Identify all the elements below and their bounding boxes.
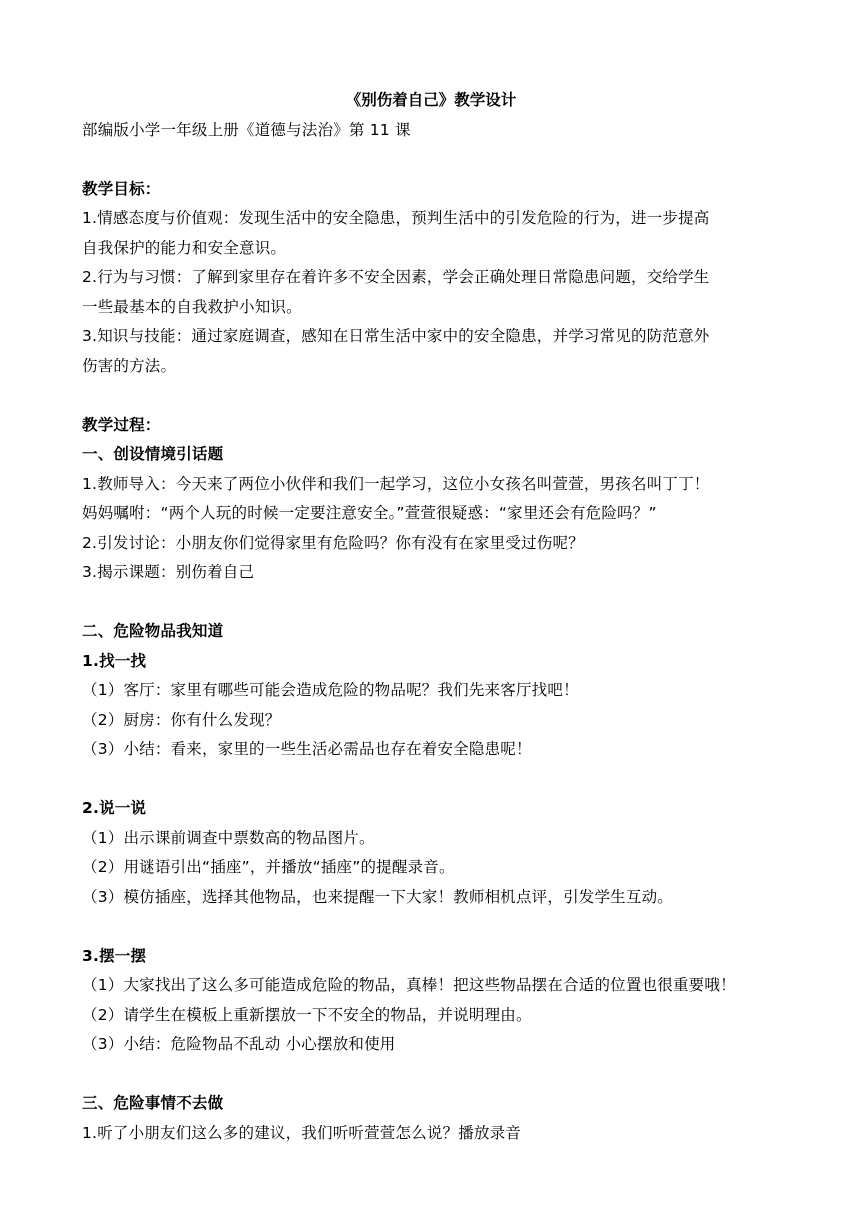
find-line: （3）小结：看来，家里的一些生活必需品也存在着安全隐患呢！	[82, 740, 532, 758]
place-heading: 3.摆一摆	[82, 946, 147, 965]
say-heading: 2.说一说	[82, 799, 147, 817]
goal-line: 3.知识与技能：通过家庭调查，感知在日常生活中家中的安全隐患，并学习常见的防范意外	[82, 327, 710, 345]
say-line: （3）模仿插座，选择其他物品，也来提醒一下大家！教师相机点评，引发学生互动。	[82, 887, 673, 906]
section1-line: 2.引发讨论：小朋友你们觉得家里有危险吗？你有没有在家里受过伤呢？	[82, 533, 584, 552]
place-line: （2）请学生在模板上重新摆放一下不安全的物品，并说明理由。	[82, 1005, 532, 1024]
section3-line: 1.听了小朋友们这么多的建议，我们听听萱萱怎么说？播放录音	[82, 1123, 522, 1142]
process-heading: 教学过程：	[82, 415, 161, 434]
section3-heading: 三、危险事情不去做	[82, 1094, 224, 1112]
section1-line: 3.揭示课题：别伤着自己	[82, 563, 255, 581]
spacer	[82, 145, 780, 175]
spacer	[82, 381, 780, 411]
section1-line: 妈妈嘱咐：“两个人玩的时候一定要注意安全。”萱萱很疑惑：“家里还会有危险吗？”	[82, 504, 657, 522]
goals-heading: 教学目标：	[82, 179, 161, 198]
document-subtitle: 部编版小学一年级上册《道德与法治》第 11 课	[82, 120, 411, 139]
goal-line: 一些最基本的自我救护小知识。	[82, 297, 302, 316]
place-line: （3）小结：危险物品不乱动 小心摆放和使用	[82, 1035, 396, 1053]
place-line: （1）大家找出了这么多可能造成危险的物品，真棒！把这些物品摆在合适的位置也很重要哦！	[82, 976, 736, 994]
spacer	[82, 912, 780, 942]
find-line: （1）客厅：家里有哪些可能会造成危险的物品呢？我们先来客厅找吧！	[82, 681, 579, 699]
find-heading: 1.找一找	[82, 651, 147, 670]
document-title: 《别伤着自己》教学设计	[345, 91, 517, 109]
section1-heading: 一、创设情境引话题	[82, 445, 224, 463]
goal-line: 2.行为与习惯：了解到家里存在着许多不安全因素，学会正确处理日常隐患问题，交给学生	[82, 268, 710, 286]
spacer	[82, 1060, 780, 1090]
say-line: （2）用谜语引出“插座”，并播放“插座”的提醒录音。	[82, 858, 455, 876]
goal-line: 1.情感态度与价值观：发现生活中的安全隐患，预判生活中的引发危险的行为，进一步提高	[82, 209, 710, 227]
say-line: （1）出示课前调查中票数高的物品图片。	[82, 828, 375, 847]
spacer	[82, 588, 780, 618]
section2-heading: 二、危险物品我知道	[82, 622, 224, 640]
goal-line: 伤害的方法。	[82, 356, 177, 375]
document-page	[82, 86, 780, 1148]
goal-line: 自我保护的能力和安全意识。	[82, 238, 287, 257]
section1-line: 1.教师导入：今天来了两位小伙伴和我们一起学习，这位小女孩名叫萱萱，男孩名叫丁丁！	[82, 474, 710, 493]
find-line: （2）厨房：你有什么发现？	[82, 710, 281, 729]
spacer	[82, 765, 780, 795]
